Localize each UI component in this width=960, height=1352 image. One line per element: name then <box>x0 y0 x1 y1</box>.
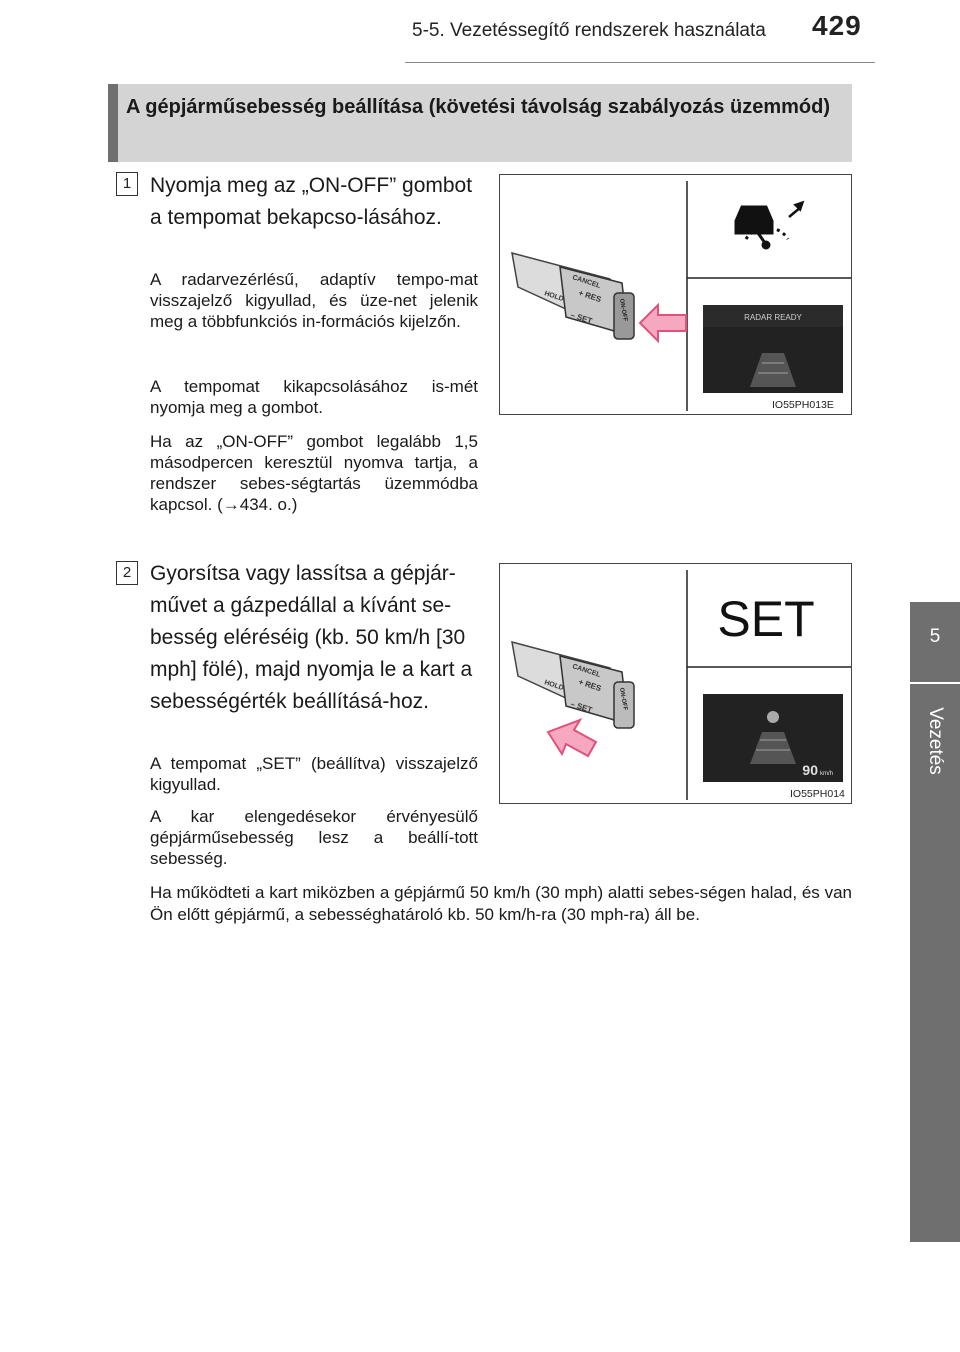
step-number-badge: 1 <box>116 172 138 196</box>
chapter-label: Vezetés <box>925 707 946 775</box>
display-radar-ready: RADAR READY <box>744 313 802 322</box>
body-paragraph: Ha működteti a kart miközben a gépjármű 50 km/h (30 mph) alatti sebes-ségen halad, és van Ön előtt gépjármű, a sebességhatároló kb. 50 km/h-ra (30 mph-ra) áll be. <box>150 883 852 924</box>
step-note: A radarvezérlésű, adaptív tempo-mat visszajelző kigyullad, és üze-net jelenik meg a többfunkciós in-formációs kijelzőn. <box>150 270 478 331</box>
svg-text:– SET: – SET <box>569 699 594 715</box>
subsection-heading: A gépjárműsebesség beállítása (követési távolság szabályozás üzemmód) <box>126 96 830 118</box>
svg-text:– SET: – SET <box>569 310 594 326</box>
step-instruction: Gyorsítsa vagy lassítsa a gépjár-művet a gázpedállal a kívánt se-besség eléréséig (kb. 50 km/h [30 mph] fölé), majd nyomja le a kart a sebességérték beállításá-hoz. <box>150 562 473 713</box>
svg-text:ON-OFF: ON-OFF <box>618 298 628 322</box>
display-speed-unit: km/h <box>820 771 834 777</box>
chapter-tab <box>910 602 960 1242</box>
figure-on-off-button <box>499 174 852 415</box>
section-title: 5-5. Vezetéssegítő rendszerek használata <box>412 20 766 41</box>
svg-text:+ RES: + RES <box>577 288 603 305</box>
step-note: Ha az „ON-OFF” gombot legalább 1,5 másodpercen keresztül nyomva tartja, a rendszer sebes-ségtartás üzemmódba kapcsol. (→434. o.) <box>150 432 478 514</box>
header-divider <box>405 62 875 63</box>
step-instruction: Nyomja meg az „ON-OFF” gombot a tempomat bekapcso-lásához. <box>150 174 473 229</box>
step-note: A kar elengedésekor érvényesülő gépjárműsebesség lesz a beállí-tott sebesség. <box>150 807 478 868</box>
step-note: A tempomat kikapcsolásához is-mét nyomja meg a gombot. <box>150 377 478 417</box>
chapter-number: 5 <box>929 626 941 647</box>
step-number-badge: 2 <box>116 561 138 585</box>
svg-text:ON-OFF: ON-OFF <box>618 687 628 711</box>
figure-code: IO55PH013E <box>772 399 834 411</box>
push-down-arrow-icon <box>548 720 596 756</box>
figure-code: IO55PH014 <box>790 788 845 800</box>
set-indicator-text: SET <box>717 591 815 647</box>
svg-text:CANCEL: CANCEL <box>571 274 602 290</box>
display-speed-value: 90 <box>802 762 818 778</box>
figure-illustration <box>500 564 851 803</box>
svg-text:+ RES: + RES <box>577 677 603 694</box>
press-arrow-icon <box>640 305 686 341</box>
chapter-tab-divider <box>910 682 960 684</box>
svg-text:CANCEL: CANCEL <box>571 663 602 679</box>
heading-accent-bar <box>108 84 118 162</box>
step-note: A tempomat „SET” (beállítva) visszajelző kigyullad. <box>150 754 478 794</box>
cruise-control-lever <box>512 253 634 339</box>
figure-set-lever <box>499 563 852 804</box>
cruise-control-lever <box>512 642 634 728</box>
svg-text:HOLD: HOLD <box>543 290 565 304</box>
page-number: 429 <box>812 10 862 41</box>
figure-illustration <box>500 175 851 414</box>
svg-text:HOLD: HOLD <box>543 679 565 693</box>
radar-cruise-icon <box>736 203 802 248</box>
